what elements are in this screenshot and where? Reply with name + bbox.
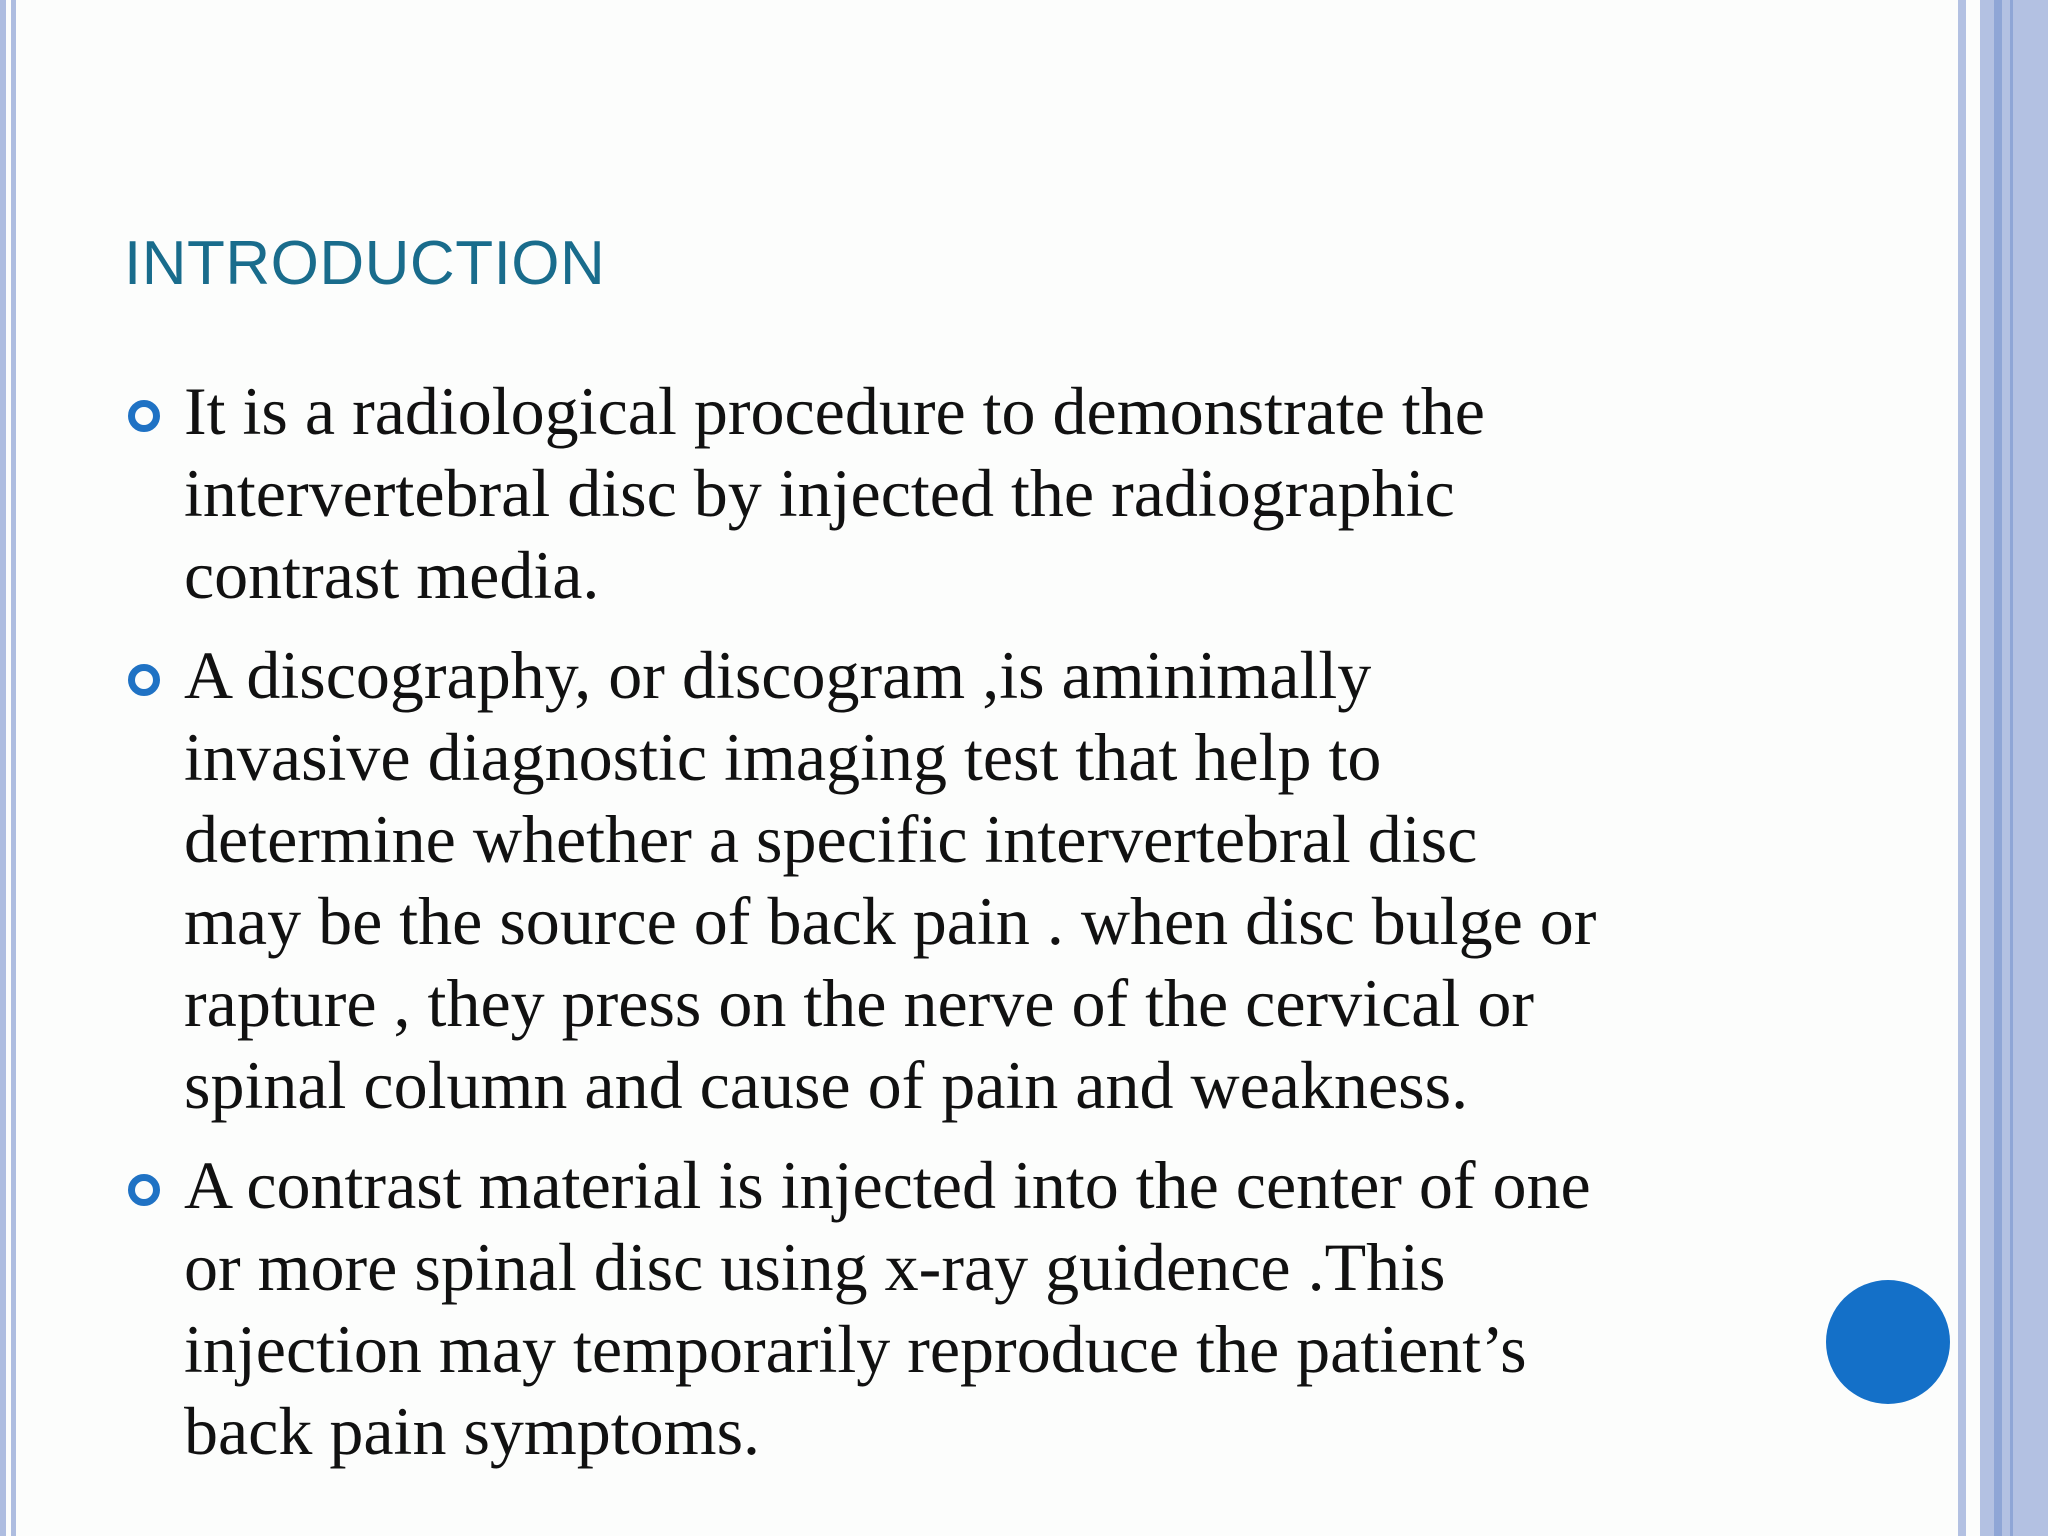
left-border-stripe bbox=[11, 0, 16, 1536]
slide-title: INTRODUCTION bbox=[124, 229, 606, 298]
bullet-text: A contrast material is injected into the center of one or more spinal disc using x-ray guidence .This injection may temporarily reproduce the patient’s back pain symptoms. bbox=[184, 1147, 1591, 1469]
hollow-circle-bullet-icon bbox=[128, 400, 160, 432]
bullet-item bbox=[184, 370, 1744, 616]
right-border-stripe bbox=[1958, 0, 1966, 1536]
bullet-text: It is a radiological procedure to demonstrate the intervertebral disc by injected the radiographic contrast media. bbox=[184, 373, 1485, 613]
right-border-stripe bbox=[1994, 0, 2002, 1536]
hollow-circle-bullet-icon bbox=[128, 1174, 160, 1206]
bullet-item bbox=[184, 634, 1744, 1126]
filled-circle-decoration bbox=[1826, 1280, 1950, 1404]
bullet-item bbox=[184, 1144, 1744, 1472]
right-border-stripe bbox=[2010, 0, 2013, 1536]
right-border-band bbox=[1980, 0, 2048, 1536]
left-border-stripe bbox=[0, 0, 6, 1536]
bullet-text: A discography, or discogram ,is aminimally invasive diagnostic imaging test that help to determine whether a specific intervertebral disc may be the source of back pain . when disc bulge or rapture , they press on the nerve of the cervical or spinal column and cause of pain and weakness. bbox=[184, 637, 1597, 1123]
bullet-list bbox=[184, 370, 1744, 1490]
hollow-circle-bullet-icon bbox=[128, 664, 160, 696]
